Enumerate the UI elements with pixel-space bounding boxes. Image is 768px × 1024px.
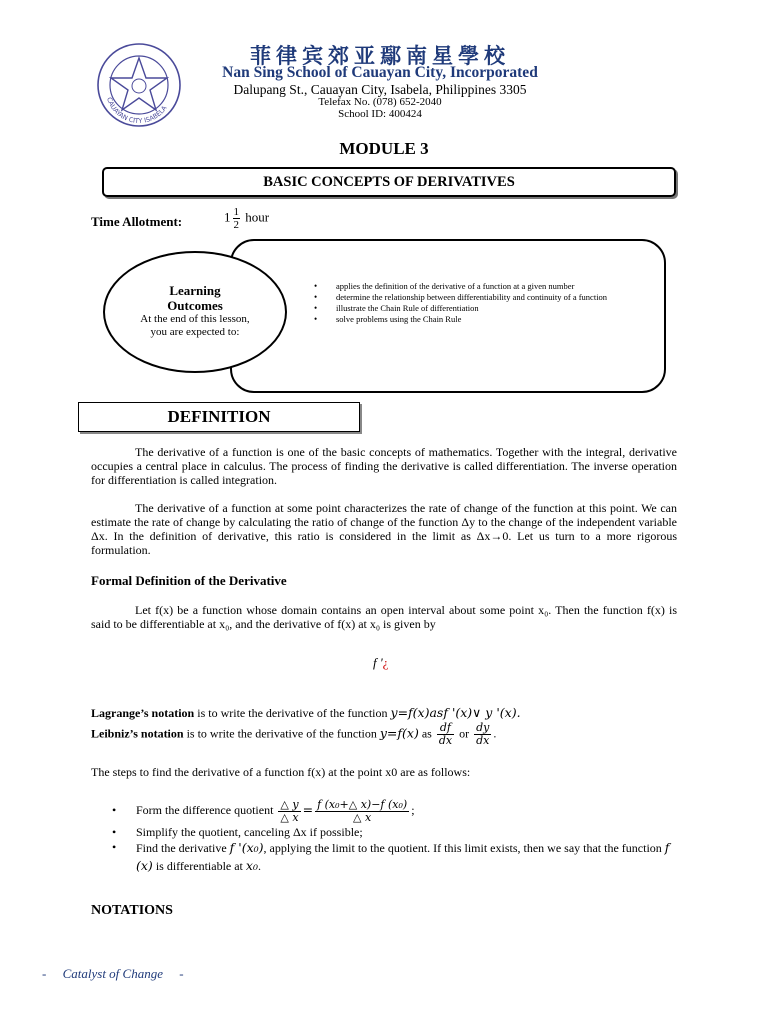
lagrange-notation — [91, 705, 521, 721]
step-item: • Simplify the quotient, canceling Δx if possible; — [106, 825, 686, 839]
formal-definition-heading: Formal Definition of the Derivative — [91, 573, 287, 588]
module-title-box: BASIC CONCEPTS OF DERIVATIVES — [102, 167, 676, 197]
leibniz-text: is to write the derivative of the function — [183, 726, 380, 741]
step3-math-function: f (x) — [136, 840, 670, 873]
learning-outcomes-subtitle: At the end of this lesson, you are expected to: — [140, 313, 250, 338]
definition-paragraph-3: Let f(x) be a function whose domain contains an open interval about some point x₀. Then the function f(x) is said to be differentiable at x₀, and the derivative of f(x) at x₀ is given by — [91, 603, 677, 631]
step3-text-c: is differentiable at — [152, 859, 246, 873]
outcome-item: • illustrate the Chain Rule of differentiation — [314, 303, 654, 314]
school-address: Dalupang St., Cauayan City, Isabela, Philippines 3305 — [233, 82, 527, 97]
time-denominator: 2 — [233, 219, 239, 231]
leibniz-notation — [91, 722, 496, 747]
svg-text:CAUAYAN CITY ISABELA: CAUAYAN CITY ISABELA — [105, 96, 169, 126]
frac-numerator: f (x₀+△ x)−f (x₀) — [317, 797, 408, 811]
leibniz-frac-dy-dx — [474, 722, 491, 747]
outcome-item: • solve problems using the Chain Rule — [314, 314, 654, 325]
leibniz-label: Leibniz’s notation — [91, 726, 184, 741]
frac-numerator: df — [437, 722, 454, 735]
learning-outcomes-list — [314, 281, 654, 325]
notations-heading: NOTATIONS — [91, 903, 173, 918]
frac-numerator: dy — [476, 721, 490, 734]
lagrange-math: y=f(x)asf '(x)∨ y '(x). — [390, 705, 521, 720]
difference-quotient-lhs — [278, 799, 300, 824]
step1-text: Form the difference quotient — [136, 803, 277, 817]
time-numerator: 1 — [233, 206, 239, 218]
step1-equals: = — [302, 802, 314, 817]
outcome-item: • applies the definition of the derivative of a function at a given number — [314, 281, 654, 292]
lagrange-label: Lagrange’s notation — [91, 706, 195, 720]
formula-error-char: ¿ — [382, 655, 389, 670]
footer-dash-left: - — [42, 966, 47, 981]
lo-title-line2: Outcomes — [167, 298, 223, 313]
step3-text-b: , applying the limit to the quotient. If this limit exists, then we say that the function — [263, 841, 665, 855]
step-item — [106, 795, 686, 825]
lo-title-line1: Learning — [169, 283, 221, 298]
steps-intro: The steps to find the derivative of a function f(x) at the point x0 are as follows: — [91, 765, 471, 779]
definition-paragraph-1: The derivative of a function is one of the basic concepts of mathematics. Together with the integral, derivative occupies a central place in calculus. The process of finding the derivative is called differentiation. The inverse operation for differentiation is called integration. — [91, 445, 677, 487]
learning-outcomes-title — [105, 283, 285, 313]
lagrange-text: is to write the derivative of the function — [194, 706, 391, 720]
leibniz-period: . — [493, 726, 497, 741]
frac-denominator: dx — [438, 734, 453, 747]
step3-text-d: . — [257, 859, 261, 873]
steps-list — [106, 795, 686, 875]
leibniz-as: as — [418, 726, 435, 741]
frac-numerator: △ y — [280, 797, 299, 811]
time-unit: hour — [245, 209, 270, 225]
footer-motto — [42, 966, 184, 982]
footer-dash-right: - — [179, 966, 184, 981]
time-allotment-value — [224, 206, 269, 231]
difference-quotient-rhs — [315, 799, 409, 824]
frac-denominator: △ x — [280, 810, 299, 824]
school-seal-logo — [96, 42, 182, 128]
frac-denominator: △ x — [353, 810, 372, 824]
learning-outcomes-ellipse — [103, 251, 287, 373]
leibniz-frac-df-dx — [437, 722, 454, 747]
derivative-formula — [373, 655, 388, 671]
outcome-item: • determine the relationship between differentiability and continuity of a function — [314, 292, 654, 303]
school-chinese-name: 菲律宾郊亚鄢南星學校 — [250, 44, 510, 68]
step3-text-a: Find the derivative — [136, 841, 230, 855]
time-fraction — [233, 206, 241, 231]
module-number: MODULE 3 — [339, 139, 429, 158]
school-telefax: Telefax No. (078) 652-2040 — [318, 96, 442, 108]
leibniz-or: or — [456, 726, 473, 741]
school-id: School ID: 400424 — [338, 108, 422, 120]
formula-prefix: f ' — [373, 655, 383, 670]
footer-text: Catalyst of Change — [62, 966, 163, 981]
time-whole: 1 — [224, 209, 231, 225]
leibniz-math: y=f(x) — [379, 725, 419, 741]
school-name: Nan Sing School of Cauayan City, Incorporated — [222, 64, 538, 81]
step1-end: ; — [411, 803, 415, 817]
definition-heading: DEFINITION — [78, 402, 360, 432]
frac-denominator: dx — [476, 734, 490, 747]
definition-paragraph-2: The derivative of a function at some point characterizes the rate of change of the function at this point. We can estimate the rate of change by calculating the ratio of change of the function Δy to the change of the independent variable Δx. In the definition of derivative, this ratio is considered in the limit as Δx→0. Let us turn to a more rigorous formulation. — [91, 501, 677, 557]
step-item — [106, 839, 686, 875]
step3-math-point: x₀ — [245, 858, 258, 873]
time-allotment-label: Time Allotment: — [91, 214, 183, 229]
step3-math-derivative: f '(x₀) — [229, 840, 264, 855]
